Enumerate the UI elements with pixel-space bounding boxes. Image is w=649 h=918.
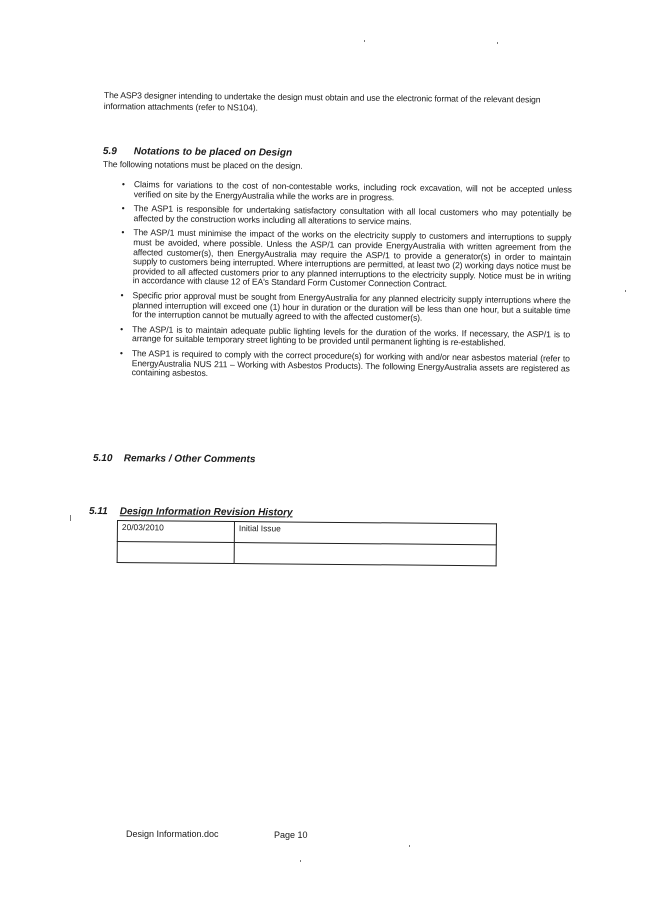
intro-paragraph: The ASP3 designer intending to undertake the design must obtain and use the electronic format of the relevant design information attachments (refer to NS104). bbox=[103, 90, 541, 113]
section-5-10-heading bbox=[93, 453, 256, 466]
bullet-icon: • bbox=[120, 323, 124, 334]
list-item: • The ASP/1 is to maintain adequate public lighting levels for the duration of the works. If necessary, the ASP/1 is to arrange for suitable temporary street lighting to be provided until permanent lighting is re-established. bbox=[120, 323, 571, 349]
scan-speck bbox=[497, 42, 498, 44]
scan-speck bbox=[409, 845, 410, 847]
bullet-icon: • bbox=[119, 347, 123, 358]
bullet-icon: • bbox=[121, 227, 125, 238]
footer-page-number: Page 10 bbox=[274, 830, 308, 840]
scan-speck bbox=[625, 290, 626, 292]
revision-history-table bbox=[117, 520, 497, 566]
notation-list bbox=[120, 180, 572, 388]
section-number: 5.9 bbox=[102, 146, 117, 158]
scan-speck bbox=[300, 860, 301, 862]
section-5-9-subtitle: The following notations must be placed on the design. bbox=[102, 159, 303, 171]
section-number: 5.10 bbox=[92, 453, 113, 465]
section-title: Design Information Revision History bbox=[119, 506, 293, 519]
table-row bbox=[117, 542, 496, 566]
list-item: • The ASP1 is responsible for undertaking satisfactory consultation with all local customers who may potentially be affected by the construction works including all alterations to service mains. bbox=[121, 203, 572, 227]
bullet-icon: • bbox=[120, 289, 124, 300]
scan-speck bbox=[70, 515, 71, 521]
section-5-11-heading bbox=[89, 506, 293, 519]
bullet-icon: • bbox=[121, 203, 125, 214]
section-number: 5.11 bbox=[88, 506, 108, 518]
bullet-icon: • bbox=[121, 179, 125, 190]
revision-date-cell bbox=[117, 542, 234, 564]
revision-description-cell: Initial Issue bbox=[234, 522, 496, 545]
section-title: Notations to be placed on Design bbox=[133, 146, 293, 159]
revision-date-cell: 20/03/2010 bbox=[117, 521, 234, 543]
revision-description-cell bbox=[234, 543, 496, 566]
list-item: • The ASP1 is required to comply with the correct procedure(s) for working with and/or near asbestos material (refer to EnergyAustralia NUS 211 – Working with Asbestos Products). The following EnergyAustralia assets are registered as containing asbestos. bbox=[119, 347, 570, 379]
section-title: Remarks / Other Comments bbox=[123, 453, 256, 466]
section-5-9-heading bbox=[103, 146, 292, 160]
list-item: • Claims for variations to the cost of non-contestable works, including rock excavation, will not be accepted unless verified on site by the EnergyAustralia while the works are in progress. bbox=[121, 179, 572, 202]
footer-filename: Design Information.doc bbox=[126, 829, 219, 839]
scan-speck bbox=[364, 40, 365, 42]
list-item: • Specific prior approval must be sought from EnergyAustralia for any planned electricity supply interruptions where the planned interruption will exceed one (1) hour in duration or the duration will be less than one hour, but a suitable time for the interruption cannot be mutually agreed to with the affected customer(s). bbox=[120, 289, 571, 323]
list-item: • The ASP/1 must minimise the impact of the works on the electricity supply to customers and interruptions to supply must be avoided, where possible. Unless the ASP/1 can provide EnergyAustralia with written agreement from the affected customer(s), then EnergyAustralia may require the ASP/1 to provide a generator(s) in order to maintain supply to customers being interrupted. Where interruptions are permitted, at least two (2) working days notice must be provided to all affected customers prior to any planned interruptions to the electricity supply. Notice must be in writing in accordance with clause 12 of EA's Standard Form Customer Connection Contract. bbox=[121, 227, 572, 290]
